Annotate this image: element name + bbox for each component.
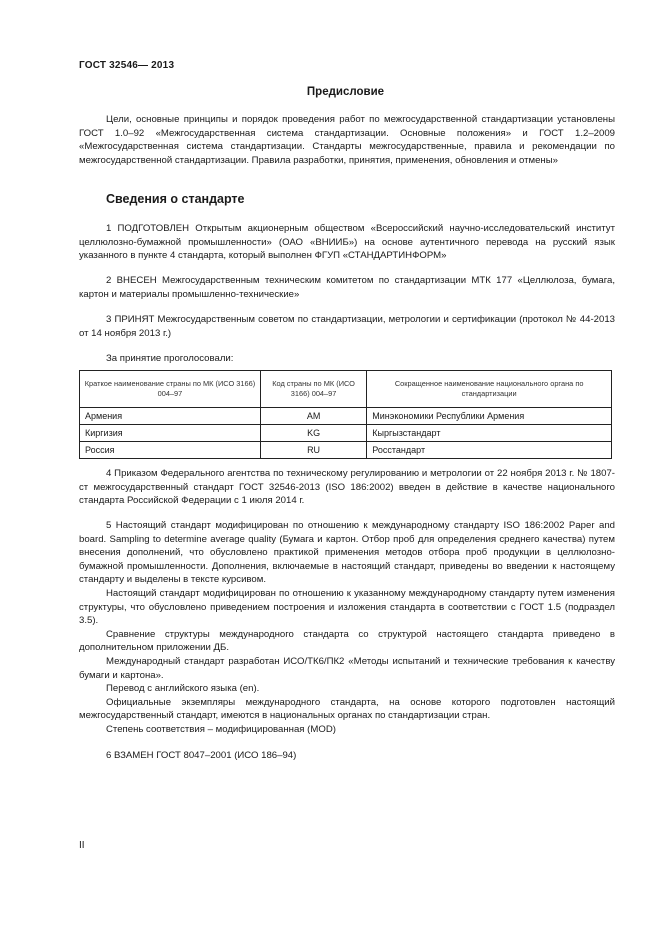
table-header-code: Код страны по МК (ИСО 3166) 004–97 [260, 371, 366, 408]
table-header-body: Сокращенное наименование национального органа по стандартизации [367, 371, 612, 408]
preface-text: Цели, основные принципы и порядок проведения работ по межгосударственной стандартизации установлены ГОСТ 1.0–92 «Межгосударственная система стандартизации. Основные положения» и ГОСТ 1.2–2009 «Межгосударственная система стандартизации. Стандарты межгосударственные, правила и рекомендации по межгосударственной стандартизации. Правила разработки, принятия, применения, обновления и отмены» [79, 114, 615, 166]
table-cell-code: RU [260, 442, 366, 459]
info-item-6: 6 ВЗАМЕН ГОСТ 8047–2001 (ИСО 186–94) [106, 750, 297, 761]
table-row [80, 425, 612, 442]
info-item-4: 4 Приказом Федерального агентства по техническому регулированию и метрологии от 22 ноября 2013 г. № 1807-ст межгосударственный стандарт ГОСТ 32546-2013 (ISO 186:2002) введен в действие в качестве национального стандарта Российской Федерации с 1 июля 2014 г. [79, 468, 615, 507]
table-cell-country: Россия [80, 442, 261, 459]
info-item-5-text-3: Сравнение структуры международного стандарта со структурой настоящего стандарта приведено в дополнительном приложении ДБ. [79, 628, 615, 654]
info-item-5 [79, 519, 615, 737]
table-cell-body: Кыргызстандарт [367, 425, 612, 442]
table-row [80, 442, 612, 459]
info-item-3: 3 ПРИНЯТ Межгосударственным советом по стандартизации, метрологии и сертификации (протокол № 44-2013 от 14 ноября 2013 г.) [79, 314, 615, 339]
info-item-5-text-6: Официальные экземпляры международного стандарта, на основе которого подготовлен настоящий межгосударственный стандарт, имеются в национальных органах по стандартизации стран. [79, 696, 615, 722]
info-item-5-text-4: Международный стандарт разработан ИСО/ТК6/ПК2 «Методы испытаний и технические требования к качеству бумаги и картона». [79, 655, 615, 681]
info-item-5-text-1: 5 Настоящий стандарт модифицирован по отношению к международному стандарту ISO 186:2002 Paper and board. Sampling to determine average quality (Бумага и картон. Отбор проб для определения среднего качества) путем внесения дополнений, что обусловлено практикой применения методов отбора проб продукции в целлюлозно-бумажной промышленности. Дополнения, включаемые в настоящий стандарт, приведены во введении к настоящему стандарту и выделены в тексте курсивом. [79, 520, 615, 586]
table-cell-code: KG [260, 425, 366, 442]
info-item-5-text-7: Степень соответствия – модифицированная (MOD) [106, 723, 336, 735]
table-cell-body: Росстандарт [367, 442, 612, 459]
preface-title: Предисловие [306, 86, 385, 98]
table-cell-country: Киргизия [80, 425, 261, 442]
table-cell-code: AM [260, 408, 366, 425]
info-section-title: Сведения о стандарте [106, 192, 245, 206]
table-header-row [80, 371, 612, 408]
votes-table [79, 370, 612, 459]
info-item-1: 1 ПОДГОТОВЛЕН Открытым акционерным обществом «Всероссийский научно-исследовательский институт целлюлозно-бумажной промышленности» (ОАО «ВНИИБ») на основе аутентичного перевода на русский язык указанного в пункте 4 стандарта, который выполнен ФГУП «СТАНДАРТИНФОРМ» [79, 223, 615, 262]
voted-label: За принятие проголосовали: [106, 353, 234, 364]
info-item-2: 2 ВНЕСЕН Межгосударственным техническим комитетом по стандартизации МТК 177 «Целлюлоза, бумага, картон и материалы промышленно-технические» [79, 275, 615, 300]
table-row [80, 408, 612, 425]
info-item-5-text-5: Перевод с английского языка (en). [106, 683, 260, 695]
info-item-5-text-2: Настоящий стандарт модифицирован по отношению к указанному международному стандарту путем изменения структуры, что обусловлено приведением построения и изложения стандарта в соответствии с ГОСТ 1.5 (подраздел 3.5). [79, 587, 615, 627]
page-number: II [79, 840, 85, 851]
table-cell-country: Армения [80, 408, 261, 425]
table-cell-body: Минэкономики Республики Армения [367, 408, 612, 425]
document-header: ГОСТ 32546— 2013 [79, 60, 175, 71]
table-header-country: Краткое наименование страны по МК (ИСО 3166) 004–97 [80, 371, 261, 408]
